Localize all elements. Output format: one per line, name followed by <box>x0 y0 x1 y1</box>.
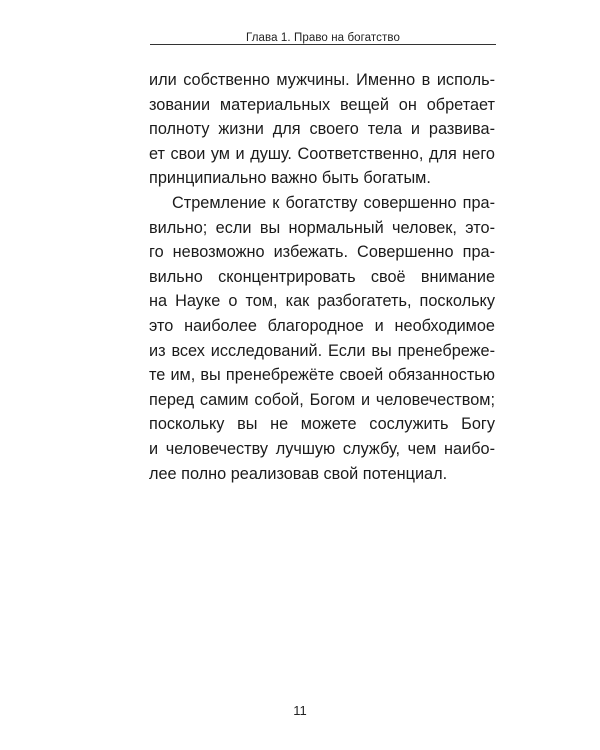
paragraph-1 <box>149 68 495 191</box>
text-line: и человечеству лучшую службу, чем наибо- <box>149 439 495 458</box>
text-line: или собственно мужчины. Именно в исполь- <box>149 71 495 89</box>
text-line: это наиболее благородное и необходимое <box>149 316 495 335</box>
text-line: полноту жизни для своего тела и развива- <box>149 120 495 139</box>
text-line: ет свои ум и душу. Соответственно, для него <box>149 144 495 163</box>
text-line: поскольку вы не можете сослужить Богу <box>149 415 495 434</box>
text-line: го невозможно избежать. Совершенно пра- <box>149 243 495 262</box>
text-line: лее полно реализовав свой потенциал. <box>149 464 448 483</box>
text-line: из всех исследований. Если вы пренебреже- <box>149 341 495 360</box>
text-line: Стремление к богатству совершенно пра- <box>172 193 495 212</box>
running-head-rule <box>150 44 496 45</box>
paragraph-2 <box>149 191 495 486</box>
running-head-title: Глава 1. Право на богатство <box>246 32 400 44</box>
page-number: 11 <box>293 703 307 718</box>
body-text <box>149 68 495 486</box>
text-line: вильно; если вы нормальный человек, это- <box>149 218 495 237</box>
text-line: зовании материальных вещей он обретает <box>149 95 495 114</box>
text-line: те им, вы пренебрежёте своей обязанностью <box>149 366 495 385</box>
text-line: на Науке о том, как разбогатеть, поскольку <box>149 292 495 311</box>
text-line: принципиально важно быть богатым. <box>149 169 431 188</box>
text-line: перед самим собой, Богом и человечеством; <box>149 390 495 409</box>
text-line: вильно сконцентрировать своё внимание <box>149 267 495 286</box>
